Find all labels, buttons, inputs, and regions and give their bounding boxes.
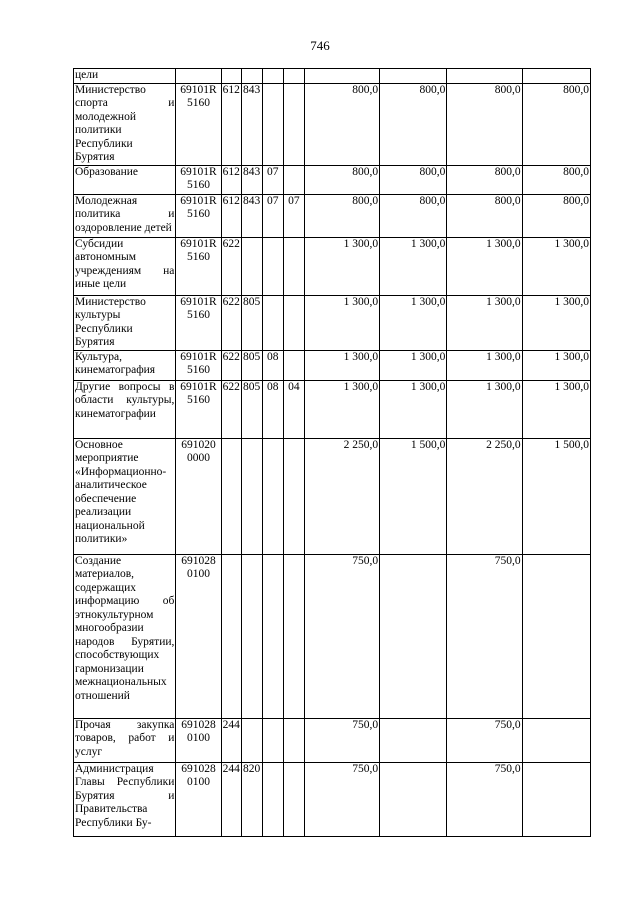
cell-target-article: 691028 0100 [176,718,221,762]
cell-ministry-code [241,237,262,295]
cell-target-article: 69101R 5160 [176,194,221,237]
cell-expense-type [221,554,241,718]
cell-amount-2: 1 300,0 [380,350,447,380]
cell-ministry-code [241,554,262,718]
cell-name: Субсидии автономным учреждениям на иные цели [74,237,176,295]
cell-ministry-code: 820 [241,762,262,836]
cell-section [262,762,283,836]
table-row [74,69,591,84]
cell-ministry-code [241,438,262,554]
cell-expense-type: 244 [221,762,241,836]
table-row [74,718,591,762]
cell-amount-2 [380,718,447,762]
cell-subsection [283,165,304,194]
cell-amount-1: 800,0 [304,194,379,237]
cell-expense-type: 612 [221,194,241,237]
cell-amount-1: 800,0 [304,165,379,194]
cell-subsection [283,295,304,350]
cell-name: Прочая закупка товаров, работ и услуг [74,718,176,762]
cell-amount-1: 1 300,0 [304,350,379,380]
cell-expense-type [221,69,241,84]
cell-amount-3: 1 300,0 [447,237,522,295]
cell-amount-2: 800,0 [380,165,447,194]
cell-ministry-code: 843 [241,165,262,194]
cell-name: Другие вопросы в области культуры, кинематографии [74,380,176,438]
cell-ministry-code: 843 [241,83,262,165]
cell-amount-4: 1 500,0 [522,438,590,554]
cell-expense-type: 622 [221,380,241,438]
cell-expense-type: 244 [221,718,241,762]
cell-section [262,554,283,718]
cell-amount-1: 750,0 [304,554,379,718]
cell-target-article: 69101R 5160 [176,237,221,295]
cell-section [262,83,283,165]
cell-amount-2: 1 300,0 [380,295,447,350]
cell-expense-type: 622 [221,237,241,295]
cell-subsection [283,83,304,165]
cell-amount-4 [522,69,590,84]
cell-name: Министерство спорта и молодежной политики Республики Бурятия [75,83,175,163]
cell-name: Основное мероприятие «Информационно-аналитическое обеспечение реализации национальной политики» [74,438,176,554]
cell-target-article: 69101R 5160 [176,83,221,165]
cell-subsection [283,237,304,295]
cell-section: 08 [262,350,283,380]
table-row [74,237,591,295]
cell-amount-2: 1 300,0 [380,380,447,438]
table-row [74,554,591,718]
cell-amount-1: 750,0 [304,718,379,762]
table-row [74,762,591,836]
cell-section [262,438,283,554]
cell-expense-type: 612 [221,83,241,165]
table-row [74,350,591,380]
budget-table [73,68,591,837]
cell-ministry-code: 843 [241,194,262,237]
table-row [74,438,591,554]
cell-target-article: 691028 0100 [176,762,221,836]
cell-amount-2: 1 500,0 [380,438,447,554]
cell-subsection [283,762,304,836]
cell-section [262,69,283,84]
cell-amount-4: 800,0 [522,83,590,165]
cell-amount-3: 800,0 [447,165,522,194]
cell-target-article: 691028 0100 [176,554,221,718]
cell-ministry-code [241,69,262,84]
cell-amount-2: 800,0 [380,194,447,237]
cell-name: Образование [74,165,176,194]
cell-amount-1: 1 300,0 [304,237,379,295]
cell-amount-2: 800,0 [380,83,447,165]
cell-amount-1: 800,0 [304,83,379,165]
cell-amount-4: 1 300,0 [522,237,590,295]
cell-target-article [176,69,221,84]
cell-section [262,295,283,350]
cell-subsection: 04 [283,380,304,438]
cell-target-article: 69101R 5160 [176,165,221,194]
cell-amount-4: 1 300,0 [522,295,590,350]
cell-expense-type: 622 [221,295,241,350]
cell-name: Культура, кинематография [74,350,176,380]
cell-amount-4: 1 300,0 [522,380,590,438]
cell-amount-3: 1 300,0 [447,295,522,350]
cell-name: Министерство культуры Республики Бурятия [74,295,176,350]
cell-expense-type: 612 [221,165,241,194]
cell-amount-4 [522,718,590,762]
cell-amount-3: 1 300,0 [447,380,522,438]
cell-amount-1: 1 300,0 [304,380,379,438]
table-body [74,69,591,837]
cell-amount-3: 1 300,0 [447,350,522,380]
cell-amount-3: 750,0 [447,718,522,762]
cell-name: Администрация Главы Республики Бурятия и Правительства Республики Бу- [74,762,176,836]
cell-subsection: 07 [283,194,304,237]
cell-amount-1 [304,69,379,84]
page-number: 746 [310,38,330,53]
cell-amount-1: 750,0 [304,762,379,836]
table-row [74,165,591,194]
cell-subsection [283,350,304,380]
cell-amount-2: 1 300,0 [380,237,447,295]
cell-amount-4: 1 300,0 [522,350,590,380]
cell-expense-type [221,438,241,554]
cell-amount-3: 750,0 [447,762,522,836]
cell-target-article: 69101R 5160 [176,350,221,380]
cell-ministry-code: 805 [241,350,262,380]
cell-name: Создание материалов, содержащих информацию об этнокультурном многообразии народов Бурятии, способствующих гармонизации межнациональных отношений [74,554,176,718]
cell-subsection [283,438,304,554]
cell-name: цели [74,69,176,84]
cell-amount-3: 750,0 [447,554,522,718]
cell-target-article: 69101R 5160 [176,295,221,350]
cell-amount-4 [522,762,590,836]
cell-amount-2 [380,762,447,836]
cell-section [262,718,283,762]
table-row [74,295,591,350]
cell-amount-4: 800,0 [522,194,590,237]
table-row [74,380,591,438]
cell-section [262,237,283,295]
cell-section: 07 [262,165,283,194]
cell-name: Молодежная политика и оздоровление детей [74,194,176,237]
cell-amount-4: 800,0 [522,165,590,194]
cell-amount-2 [380,554,447,718]
cell-amount-3: 800,0 [447,83,522,165]
cell-section: 08 [262,380,283,438]
cell-subsection [283,718,304,762]
cell-amount-3 [447,69,522,84]
table-row [74,83,591,165]
cell-amount-1: 2 250,0 [304,438,379,554]
cell-ministry-code [241,718,262,762]
cell-amount-3: 2 250,0 [447,438,522,554]
cell-target-article: 691020 0000 [176,438,221,554]
cell-amount-4 [522,554,590,718]
cell-expense-type: 622 [221,350,241,380]
cell-amount-3: 800,0 [447,194,522,237]
cell-subsection [283,69,304,84]
cell-ministry-code: 805 [241,295,262,350]
cell-section: 07 [262,194,283,237]
cell-subsection [283,554,304,718]
cell-ministry-code: 805 [241,380,262,438]
cell-target-article: 69101R 5160 [176,380,221,438]
cell-amount-2 [380,69,447,84]
table-row [74,194,591,237]
cell-amount-1: 1 300,0 [304,295,379,350]
